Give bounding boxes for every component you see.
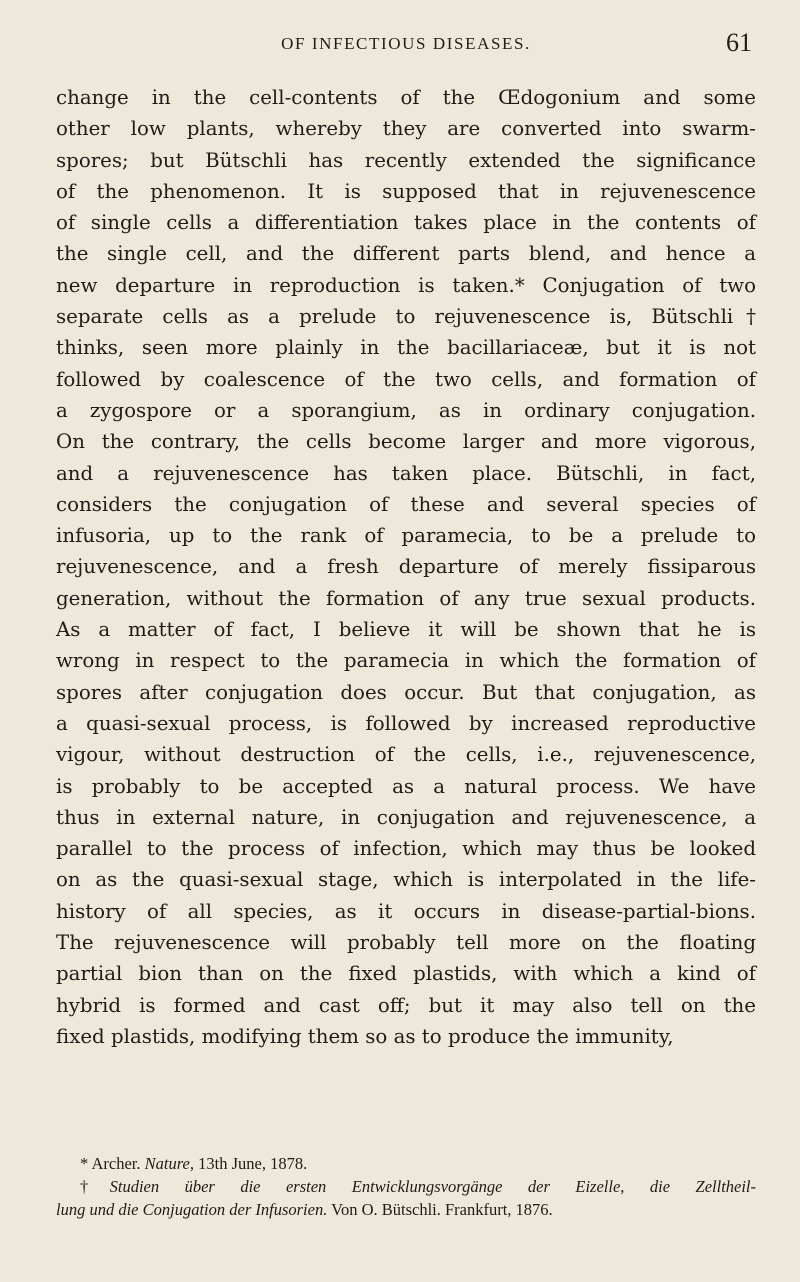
footnote-1 bbox=[56, 1152, 756, 1175]
text-line: and a rejuvenescence has taken place. Bütschli, in fact, bbox=[56, 461, 756, 485]
footnote-title: Studien über die ersten Entwicklungsvorgänge der Eizelle, die Zelltheil- bbox=[109, 1177, 757, 1196]
text-line: As a matter of fact, I believe it will be shown that he is bbox=[56, 618, 756, 642]
footnote-title-continued: lung und die Conjugation der Infusorien. bbox=[56, 1200, 328, 1219]
footnote-source: Nature, bbox=[144, 1154, 194, 1173]
text-line: thinks, seen more plainly in the bacillariaceæ, but it is not bbox=[56, 336, 756, 360]
text-line: a quasi-sexual process, is followed by increased reproductive bbox=[56, 711, 756, 735]
text-line: wrong in respect to the paramecia in which the formation of bbox=[56, 649, 756, 673]
text-line: spores; but Bütschli has recently extended the significance bbox=[56, 148, 756, 172]
text-line: followed by coalescence of the two cells, and formation of bbox=[56, 367, 756, 391]
text-line: other low plants, whereby they are converted into swarm- bbox=[56, 117, 756, 141]
body-text bbox=[56, 82, 756, 1052]
text-line: spores after conjugation does occur. But that conjugation, as bbox=[56, 680, 756, 704]
text-line: partial bion than on the fixed plastids, with which a kind of bbox=[56, 962, 756, 986]
text-line: history of all species, as it occurs in disease-partial-bions. bbox=[56, 899, 756, 923]
footnote-2-continued bbox=[56, 1198, 756, 1221]
footnote-mark: † bbox=[80, 1177, 110, 1196]
text-line: On the contrary, the cells become larger and more vigorous, bbox=[56, 430, 756, 454]
text-line: a zygospore or a sporangium, as in ordinary conjugation. bbox=[56, 398, 756, 422]
text-line: vigour, without destruction of the cells, i.e., rejuvenescence, bbox=[56, 743, 756, 767]
text-line: thus in external nature, in conjugation and rejuvenescence, a bbox=[56, 805, 756, 829]
text-line: new departure in reproduction is taken.* Conjugation of two bbox=[56, 273, 756, 297]
text-line: of single cells a differentiation takes place in the contents of bbox=[56, 211, 756, 235]
text-line: is probably to be accepted as a natural process. We have bbox=[56, 774, 756, 798]
footnote-2 bbox=[56, 1175, 756, 1198]
page-number: 61 bbox=[726, 28, 752, 57]
text-line: fixed plastids, modifying them so as to produce the immunity, bbox=[56, 1024, 674, 1048]
text-line: the single cell, and the different parts blend, and hence a bbox=[56, 242, 756, 266]
running-head: OF INFECTIOUS DISEASES. bbox=[281, 34, 531, 53]
footnote-mark: * bbox=[80, 1154, 89, 1173]
footnote-date: 13th June, 1878. bbox=[198, 1154, 308, 1173]
text-line: of the phenomenon. It is supposed that in rejuvenescence bbox=[56, 179, 756, 203]
text-line: separate cells as a prelude to rejuvenescence is, Bütschli† bbox=[56, 305, 756, 329]
text-line: hybrid is formed and cast off; but it may also tell on the bbox=[56, 993, 756, 1017]
text-line: considers the conjugation of these and several species of bbox=[56, 492, 756, 516]
text-line: The rejuvenescence will probably tell more on the floating bbox=[56, 931, 756, 955]
text-line: parallel to the process of infection, which may thus be looked bbox=[56, 837, 756, 861]
footnotes bbox=[56, 1152, 756, 1221]
text-line: infusoria, up to the rank of paramecia, to be a prelude to bbox=[56, 524, 756, 548]
footnote-author: Archer. bbox=[91, 1154, 141, 1173]
footnote-publisher: Von O. Bütschli. Frankfurt, 1876. bbox=[331, 1200, 553, 1219]
text-line: change in the cell-contents of the Œdogonium and some bbox=[56, 86, 756, 109]
page-header bbox=[60, 26, 752, 60]
text-line: rejuvenescence, and a fresh departure of merely fissiparous bbox=[56, 555, 756, 579]
text-line: on as the quasi-sexual stage, which is interpolated in the life- bbox=[56, 868, 756, 892]
text-line: generation, without the formation of any true sexual products. bbox=[56, 586, 756, 610]
